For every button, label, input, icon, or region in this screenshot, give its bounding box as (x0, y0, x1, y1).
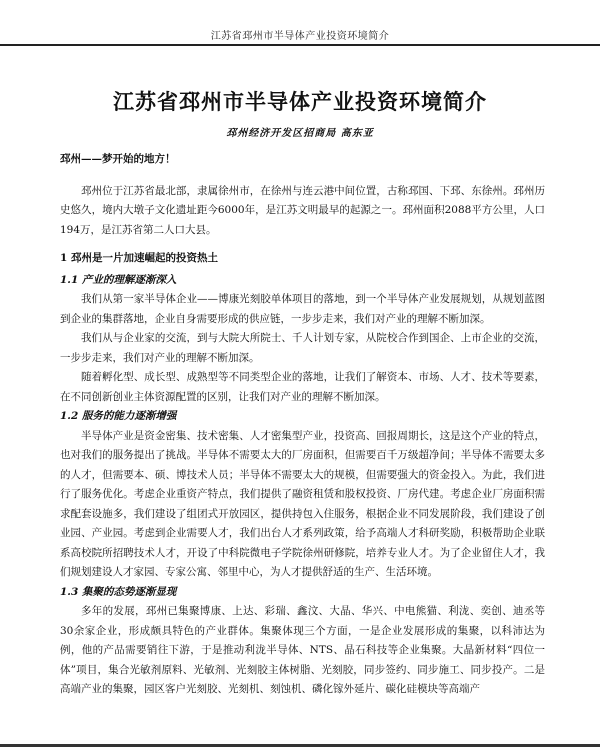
article-title: 江苏省邳州市半导体产业投资环境简介 (113, 90, 487, 114)
subsection-heading: 1.1 产业的理解逐渐深入 (60, 273, 177, 286)
section-heading: 1 邳州是一片加速崛起的投资热土 (60, 252, 218, 264)
body-paragraph: 我们从与企业家的交流，到与大院大所院士、千人计划专家，从院校合作到国企、上市企业的交流，一步步走来，我们对产业的理解不断加深。 (60, 332, 545, 364)
author-byline: 邳州经济开发区招商局 高东亚 (226, 128, 374, 139)
body-paragraph: 我们从第一家半导体企业——博康光刻胶单体项目的落地，到一个半导体产业发展规划，从规划蓝图到企业的集群落地，企业自身需要形成的供应链，一步步走来，我们对产业的理解不断加深。 (60, 293, 545, 325)
article-body (60, 150, 545, 700)
intro-paragraph: 邳州位于江苏省最北部，隶属徐州市，在徐州与连云港中间位置，古称邳国、下邳、东徐州。邳州历史悠久，境内大墩子文化遗址距今6000年，是江苏文明最早的起源之一。邳州面积2088平方公里，人口194万，是江苏省第二人口大县。 (60, 184, 545, 236)
page-bottom-rule (0, 744, 600, 747)
header-bar (0, 0, 600, 46)
subsection-heading: 1.2 服务的能力逐渐增强 (60, 410, 177, 422)
body-paragraph: 随着孵化型、成长型、成熟型等不同类型企业的落地，让我们了解资本、市场、人才、技术等要素，在不同创新创业主体资源配置的区别，让我们对产业的理解不断加深。 (60, 371, 545, 403)
body-paragraph: 多年的发展，邳州已集聚博康、上达、彩瑞、鑫汶、大晶、华兴、中电熊猫、利泷、奕创、迪丞等30余家企业，形成颇具特色的产业群体。集聚体现三个方面，一是企业发展形成的集聚，以科沛达为例，他的产品需要销往下游，于是推动利泷半导体、NTS、晶石科技等企业集聚。大晶新材料“四位一体”项目，集合光敏剂原料、光敏剂、光刻胶主体树脂、光刻胶，同步签约、同步施工、同步投产。二是高端产业的集聚，园区客户光刻胶、光刻机、刻蚀机、磷化镓外延片、碳化硅模块等高端产 (60, 605, 545, 695)
subsection-heading: 1.3 集聚的态势逐渐显现 (60, 585, 177, 598)
running-head: 江苏省邳州市半导体产业投资环境简介 (210, 31, 390, 42)
slogan: 邳州——梦开始的地方！ (60, 153, 176, 165)
body-paragraph: 半导体产业是资金密集、技术密集、人才密集型产业，投资高、回报周期长，这是这个产业的特点，也对我们的服务提出了挑战。半导体不需要太大的厂房面积，但需要百千万级超净间；半导体不需要太多的人才，但需要本、硕、博技术人员；半导体不需要太大的规模，但需要强大的资金投入。为此，我们进行了服务优化。考虑企业重资产特点，我们提供了融资租赁和股权投资、厂房代建。考虑企业厂房面积需求配套设施多，我们建设了组团式开放园区，提供持包入住服务，根据企业不同发展阶段，我们建设了创业园、产业园。考虑到企业需要人才，我们出台人才系列政策，给予高端人才科研奖励，积极帮助企业联系高校院所招聘技术人才，开设了中科院微电子学院徐州研修院，培养专业人才。为了企业留住人才，我们规划建设人才家园、专家公寓、邻里中心，为人才提供舒适的生产、生活环境。 (60, 429, 545, 578)
